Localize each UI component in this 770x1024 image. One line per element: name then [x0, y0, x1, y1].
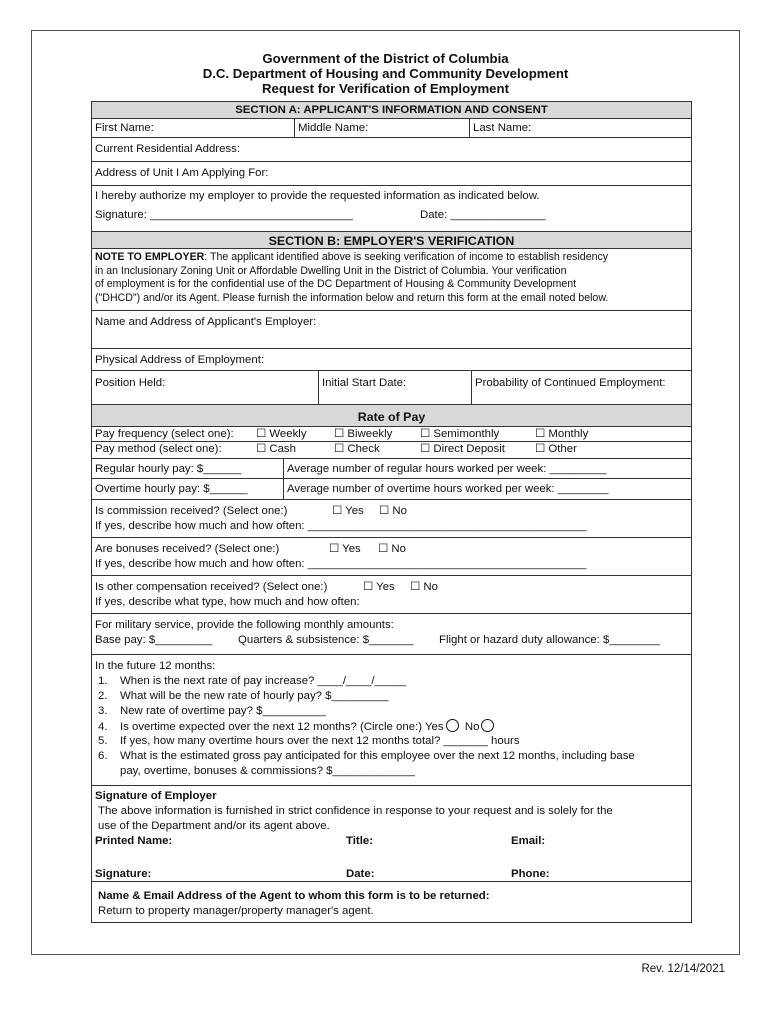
future-item-6-cont[interactable]: pay, overtime, bonuses & commissions? $_____________	[120, 765, 415, 777]
physical-address-field[interactable]: Physical Address of Employment:	[92, 349, 691, 371]
military-intro: For military service, provide the following monthly amounts:	[95, 619, 394, 631]
overtime-pay-row	[92, 479, 691, 500]
header-line-3: Request for Verification of Employment	[262, 81, 509, 96]
note-line-3: of employment is for the confidential use of the DC Department of Housing & Community Development	[95, 278, 577, 290]
future-item-6[interactable]	[95, 749, 688, 764]
verification-form	[91, 101, 692, 923]
item-number: 2.	[98, 690, 108, 702]
commission-yes-checkbox[interactable]: ☐ Yes	[332, 505, 364, 517]
military-hazard-field[interactable]: Flight or hazard duty allowance: $________	[439, 634, 660, 646]
employer-signature-block	[92, 786, 691, 882]
overtime-hours-field[interactable]: Average number of overtime hours worked per week: ________	[283, 479, 691, 499]
yes-circle-option[interactable]	[446, 719, 459, 732]
military-base-field[interactable]: Base pay: $_________	[95, 634, 213, 646]
future-item-1[interactable]	[95, 674, 688, 689]
bonus-label: Are bonuses received? (Select one:)	[95, 543, 280, 555]
current-address-field[interactable]: Current Residential Address:	[92, 138, 691, 162]
authorize-text: I hereby authorize my employer to provide the requested information as indicated below.	[95, 190, 540, 202]
pay-method-row	[92, 442, 691, 459]
freq-semimonthly-checkbox[interactable]: ☐ Semimonthly	[420, 428, 500, 440]
future-item-4	[95, 719, 688, 734]
future-item-2[interactable]	[95, 689, 688, 704]
probability-field[interactable]: Probability of Continued Employment:	[471, 371, 691, 404]
overtime-pay-field[interactable]: Overtime hourly pay: $______	[95, 483, 248, 495]
confidential-line-1: The above information is furnished in strict confidence in response to your request and is solely for the	[98, 805, 613, 817]
revision-date: Rev. 12/14/2021	[641, 963, 725, 975]
item-number: 6.	[98, 750, 108, 762]
bonus-no-checkbox[interactable]: ☐ No	[378, 543, 406, 555]
applicant-signature-field[interactable]: Signature: ________________________________	[95, 209, 353, 221]
note-label: NOTE TO EMPLOYER	[95, 251, 205, 263]
employer-name-field[interactable]: Name and Address of Applicant's Employer:	[92, 311, 691, 349]
regular-hours-field[interactable]: Average number of regular hours worked per week: _________	[283, 459, 691, 478]
printed-name-field[interactable]: Printed Name:	[95, 835, 173, 847]
employer-signature-title: Signature of Employer	[95, 790, 217, 802]
no-circle-option[interactable]	[481, 719, 494, 732]
item-text: If yes, how many overtime hours over the next 12 months total? _______ hours	[120, 735, 520, 747]
header-line-1: Government of the District of Columbia	[262, 51, 509, 66]
first-name-field[interactable]: First Name:	[95, 122, 154, 134]
item-number: 1.	[98, 675, 108, 687]
other-comp-yes-checkbox[interactable]: ☐ Yes	[363, 581, 395, 593]
note-to-employer	[92, 249, 691, 311]
note-line-1: : The applicant identified above is seeking verification of income to establish residency	[204, 251, 609, 263]
item-text: Is overtime expected over the next 12 months? (Circle one:) Yes	[120, 721, 444, 733]
military-quarters-field[interactable]: Quarters & subsistence: $_______	[238, 634, 414, 646]
bonus-yes-checkbox[interactable]: ☐ Yes	[329, 543, 361, 555]
item-text: When is the next rate of pay increase? ____/____/_____	[120, 675, 407, 687]
start-date-field[interactable]: Initial Start Date:	[318, 371, 471, 404]
future-intro: In the future 12 months:	[95, 660, 216, 672]
form-header	[31, 51, 740, 96]
pay-frequency-row	[92, 427, 691, 442]
bonus-block	[92, 538, 691, 576]
agent-title: Name & Email Address of the Agent to whom this form is to be returned:	[98, 890, 490, 902]
signature-line	[95, 208, 688, 223]
commission-block	[92, 500, 691, 538]
note-line-4: ("DHCD") and/or its Agent. Please furnish the information below and return this form at the email noted below.	[95, 291, 609, 304]
phone-field[interactable]: Phone:	[511, 868, 550, 880]
method-direct-checkbox[interactable]: ☐ Direct Deposit	[420, 443, 505, 455]
note-line-2: in an Inclusionary Zoning Unit or Affordable Dwelling Unit in the District of Columbia. Your verification	[95, 264, 567, 277]
future-item-5[interactable]	[95, 734, 688, 749]
employer-signature-field[interactable]: Signature:	[95, 868, 152, 880]
section-b-title: SECTION B: EMPLOYER'S VERIFICATION	[92, 232, 691, 249]
employer-date-field[interactable]: Date:	[346, 868, 375, 880]
email-field[interactable]: Email:	[511, 835, 546, 847]
consent-block	[92, 189, 691, 232]
bonus-question	[95, 542, 688, 557]
future-item-3[interactable]	[95, 704, 688, 719]
rate-of-pay-title: Rate of Pay	[92, 405, 691, 427]
item-number: 3.	[98, 705, 108, 717]
bonus-describe-field[interactable]: If yes, describe how much and how often: ____________________________________________	[95, 558, 587, 570]
commission-describe-field[interactable]: If yes, describe how much and how often: ____________________________________________	[95, 520, 587, 532]
position-field[interactable]: Position Held:	[95, 377, 166, 389]
military-block	[92, 614, 691, 655]
military-amounts	[95, 633, 688, 648]
last-name-field[interactable]: Last Name:	[469, 119, 691, 137]
title-field[interactable]: Title:	[346, 835, 374, 847]
confidential-line-2: use of the Department and/or its agent above.	[98, 820, 330, 832]
other-comp-label: Is other compensation received? (Select one:)	[95, 581, 328, 593]
header-line-2: D.C. Department of Housing and Community Development	[202, 66, 569, 81]
section-a-title: SECTION A: APPLICANT'S INFORMATION AND CONSENT	[92, 102, 691, 119]
other-comp-describe-field[interactable]: If yes, describe what type, how much and how often:	[95, 596, 360, 608]
position-row	[92, 371, 691, 405]
middle-name-field[interactable]: Middle Name:	[294, 119, 469, 137]
pay-frequency-label: Pay frequency (select one):	[95, 428, 234, 440]
unit-address-field[interactable]: Address of Unit I Am Applying For:	[92, 162, 691, 186]
commission-no-checkbox[interactable]: ☐ No	[379, 505, 407, 517]
pay-method-label: Pay method (select one):	[95, 443, 222, 455]
item-text: New rate of overtime pay? $__________	[120, 705, 326, 717]
method-cash-checkbox[interactable]: ☐ Cash	[256, 443, 296, 455]
item-number: 4.	[98, 721, 108, 733]
name-row	[92, 119, 691, 138]
other-comp-no-checkbox[interactable]: ☐ No	[410, 581, 438, 593]
signature-row	[95, 867, 688, 882]
other-comp-block	[92, 576, 691, 614]
agent-block	[92, 882, 691, 922]
method-check-checkbox[interactable]: ☐ Check	[334, 443, 380, 455]
commission-question	[95, 504, 688, 519]
agent-return-text: Return to property manager/property manager's agent.	[98, 905, 374, 917]
freq-biweekly-checkbox[interactable]: ☐ Biweekly	[334, 428, 393, 440]
regular-pay-row	[92, 459, 691, 479]
item-text: What will be the new rate of hourly pay? $_________	[120, 690, 389, 702]
printed-name-row	[95, 834, 688, 849]
freq-monthly-checkbox[interactable]: ☐ Monthly	[535, 428, 589, 440]
no-label: No	[464, 721, 480, 733]
item-text: What is the estimated gross pay anticipated for this employee over the next 12 months, including base	[120, 750, 635, 762]
regular-pay-field[interactable]: Regular hourly pay: $______	[95, 463, 242, 475]
future-block	[92, 655, 691, 786]
item-number: 5.	[98, 735, 108, 747]
method-other-checkbox[interactable]: ☐ Other	[535, 443, 577, 455]
commission-label: Is commission received? (Select one:)	[95, 505, 288, 517]
freq-weekly-checkbox[interactable]: ☐ Weekly	[256, 428, 307, 440]
applicant-date-field[interactable]: Date: _______________	[420, 209, 546, 221]
other-comp-question	[95, 580, 688, 595]
